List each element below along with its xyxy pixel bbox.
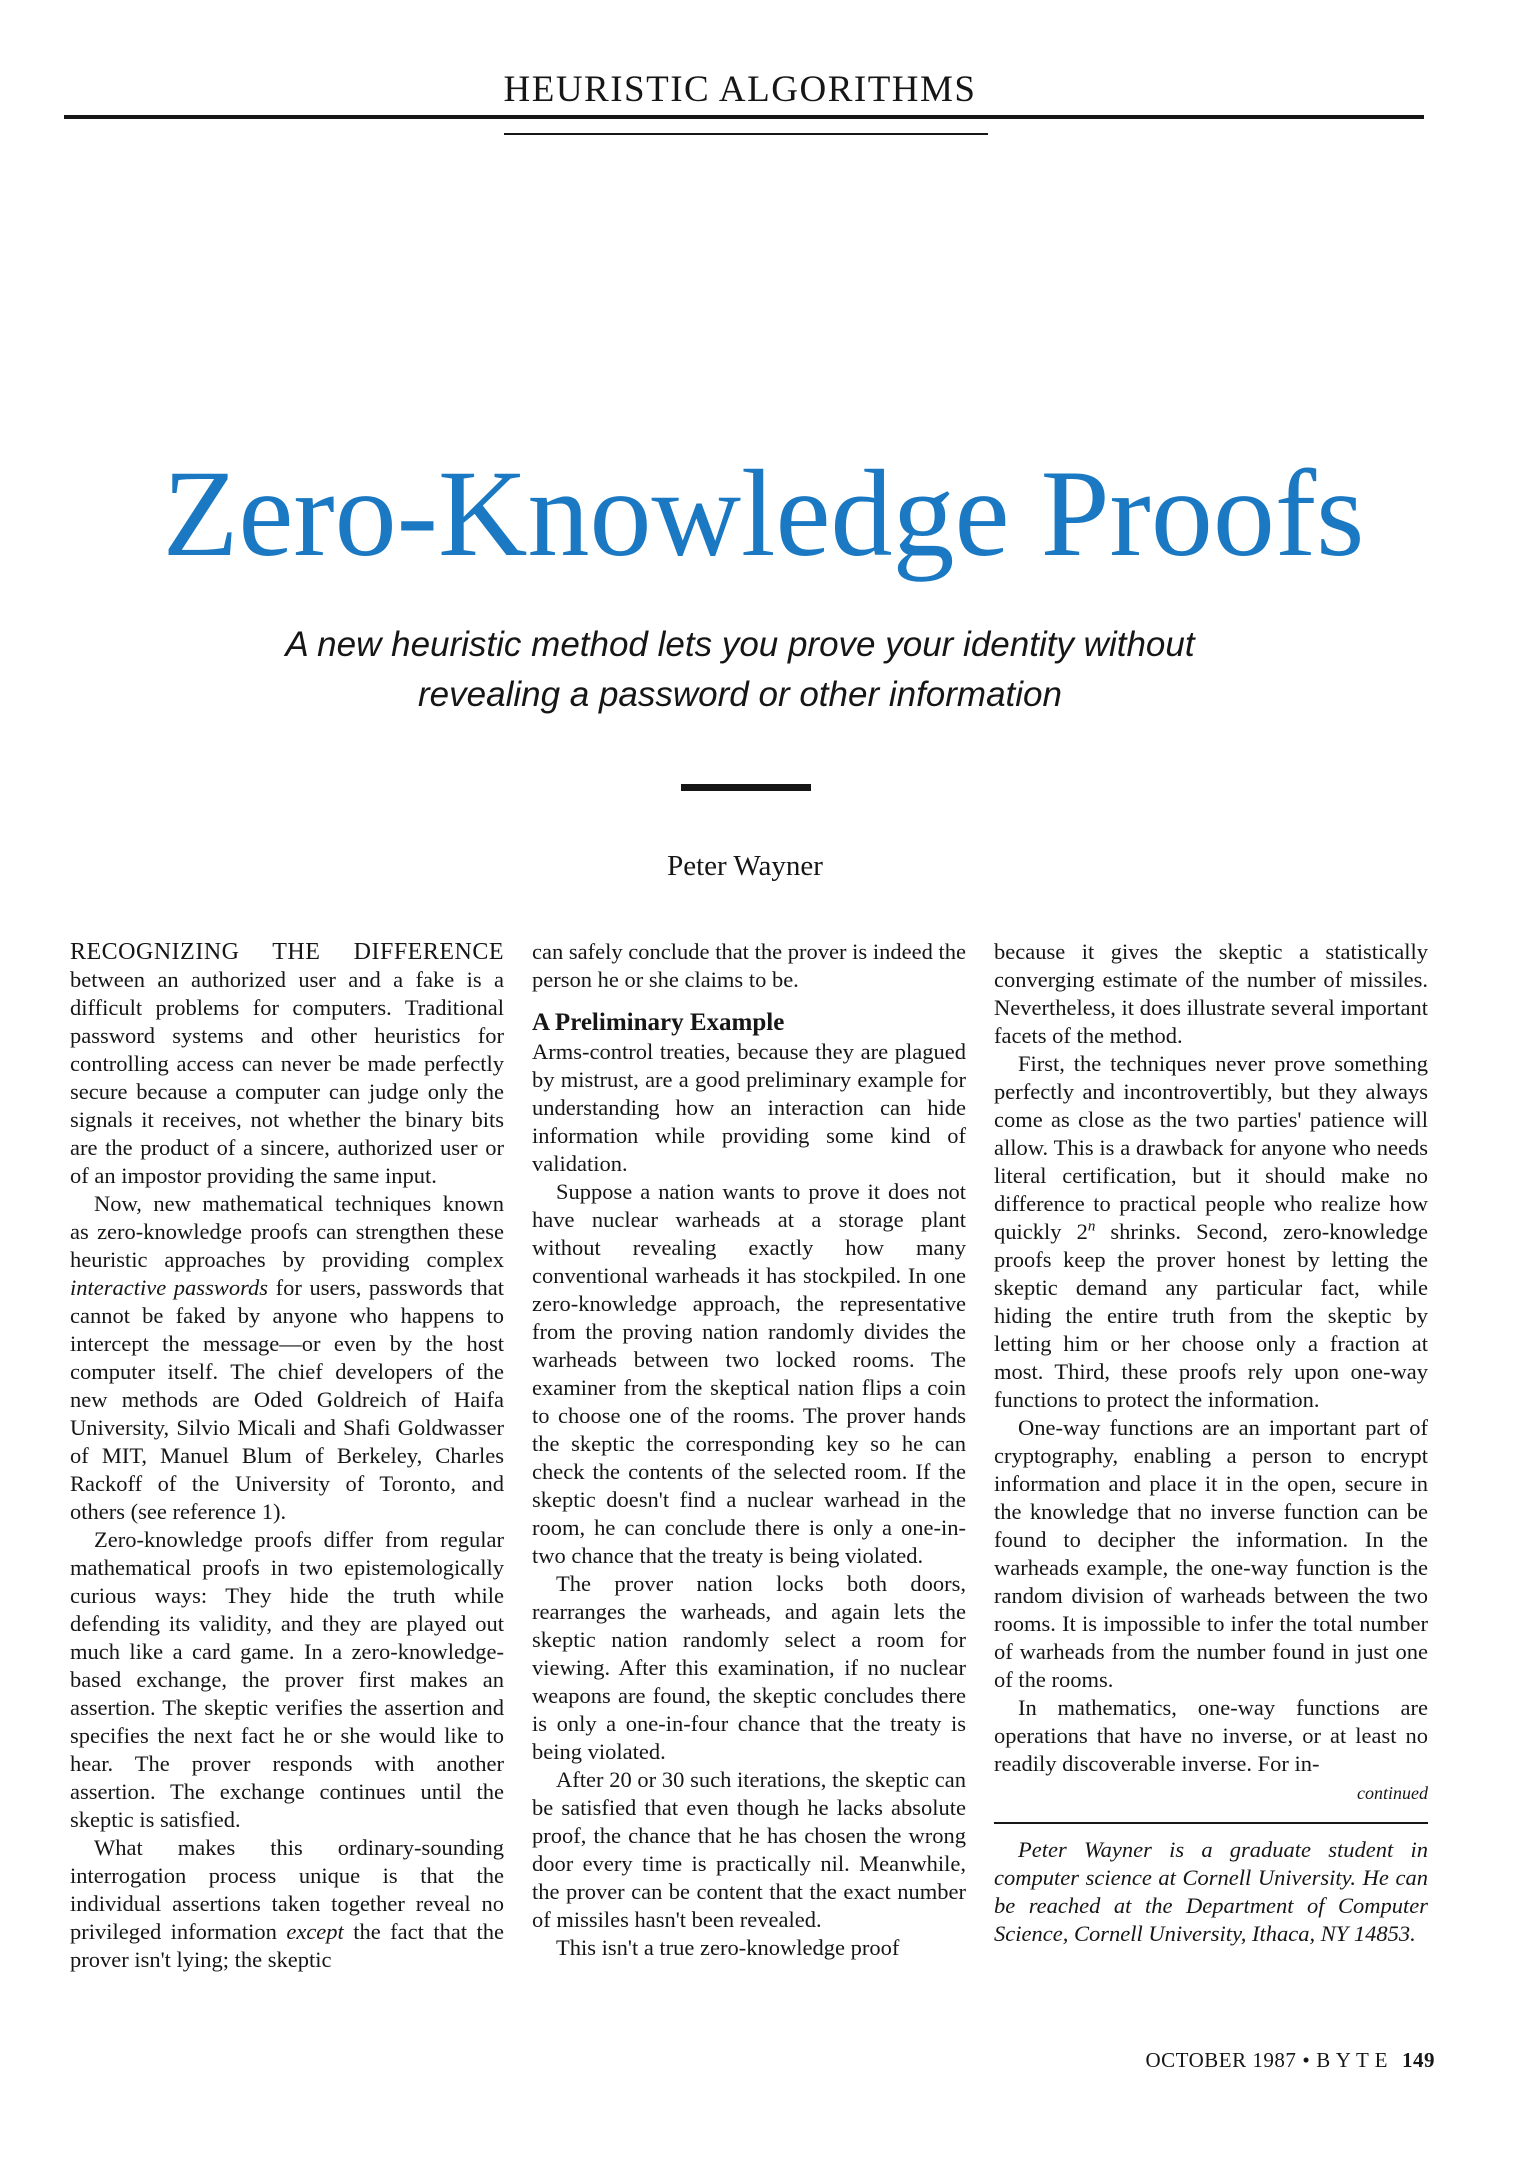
paragraph <box>994 1050 1428 1414</box>
header-subrule <box>504 133 988 135</box>
lead-in-caps: RECOGNIZING THE DIFFERENCE <box>70 939 504 965</box>
section-label: HEURISTIC ALGORITHMS <box>503 69 977 110</box>
column-2 <box>532 938 966 1962</box>
paragraph-text: Now, new mathematical techniques known as zero-knowledge proofs can strengthen these heuristic approaches by providing complex <box>70 1191 504 1272</box>
article-title: Zero-Knowledge Proofs <box>162 445 1365 582</box>
title-divider <box>681 784 811 791</box>
paragraph: The prover nation locks both doors, rearranges the warheads, and again lets the skeptic nation randomly select a room for viewing. After this examination, if no nuclear weapons are found, the skeptic concludes there is only a one-in-four chance that the treaty is being violated. <box>532 1571 966 1764</box>
paragraph-text: shrinks. Second, zero-knowledge proofs keep the prover honest by letting the skeptic demand any particular fact, while hiding the entire truth from the skeptic by letting him or her choose only a fraction at most. Third, these proofs rely upon one-way functions to protect the information. <box>994 1219 1428 1412</box>
paragraph-text: First, the techniques never prove something perfectly and incontrovertibly, but they always come as close as the two parties' patience will allow. This is a drawback for anyone who needs literal certification, but it should make no difference to practical people who realize how quickly 2 <box>994 1051 1428 1244</box>
paragraph <box>70 1834 504 1974</box>
magazine-name: B Y T E <box>1316 2048 1388 2072</box>
paragraph: because it gives the skeptic a statistically converging estimate of the number of missiles. Nevertheless, it does illustrate several important facets of the method. <box>994 939 1428 1048</box>
paragraph-text: between an authorized user and a fake is a difficult problems for computers. Traditional password systems and other heuristics for controlling access can never be made perfectly secure because a computer can judge only the signals it receives, not whether the binary bits are the product of a sincere, authorized user or of an impostor providing the same input. <box>70 967 504 1188</box>
paragraph <box>70 1190 504 1526</box>
paragraph-text: for users, passwords that cannot be faked by anyone who happens to intercept the message—or even by the host computer itself. The chief developers of the new methods are Oded Goldreich of Haifa University, Silvio Micali and Shafi Goldwasser of MIT, Manuel Blum of Berkeley, Charles Rackoff of the University of Toronto, and others (see reference 1). <box>70 1275 505 1524</box>
emphasis-text: except <box>286 1919 344 1944</box>
paragraph: can safely conclude that the prover is indeed the person he or she claims to be. <box>532 939 966 992</box>
subtitle-line-2: revealing a password or other information <box>418 675 1062 714</box>
paragraph: One-way functions are an important part of cryptography, enabling a person to encrypt information and place it in the open, secure in the knowledge that no inverse function can be found to decipher the information. In the warheads example, the one-way function is the random division of warheads between the two rooms. It is impossible to infer the total number of warheads from the number found in just one of the rooms. <box>994 1415 1428 1692</box>
author-byline: Peter Wayner <box>667 850 823 882</box>
footer-separator: • <box>1302 2048 1311 2072</box>
page-footer <box>1145 2048 1435 2073</box>
emphasis-text: interactive passwords <box>70 1275 269 1300</box>
paragraph-text: the fact that the prover isn't lying; the skeptic <box>70 1919 504 1972</box>
paragraph: After 20 or 30 such iterations, the skeptic can be satisfied that even though he lacks absolute proof, the chance that he has chosen the wrong door every time is practically nil. Meanwhile, the prover can be content that the exact number of missiles hasn't been revealed. <box>532 1767 966 1932</box>
article-subtitle <box>150 620 1330 720</box>
paragraph: Arms-control treaties, because they are plagued by mistrust, are a good preliminary example for understanding how an interaction can hide information while providing some kind of validation. <box>532 1039 966 1176</box>
section-heading: A Preliminary Example <box>532 1009 785 1036</box>
column-1 <box>70 938 504 1974</box>
paragraph: In mathematics, one-way functions are operations that have no inverse, or at least no readily discoverable inverse. For in- <box>994 1695 1428 1776</box>
page-number: 149 <box>1402 2048 1435 2072</box>
paragraph <box>70 938 504 1190</box>
bio-rule <box>994 1822 1428 1824</box>
paragraph: Suppose a nation wants to prove it does not have nuclear warheads at a storage plant without revealing exactly how many conventional warheads it has stockpiled. In one zero-knowledge approach, the representative from the proving nation randomly divides the warheads between two locked rooms. The examiner from the skeptical nation flips a coin to choose one of the rooms. The prover hands the skeptic the corresponding key so he can check the contents of the selected room. If the skeptic doesn't find a nuclear warhead in the room, he can conclude there is only a one-in-two chance that the treaty is being violated. <box>532 1179 966 1568</box>
superscript: n <box>1087 1218 1096 1235</box>
issue-date: OCTOBER 1987 <box>1145 2048 1297 2072</box>
author-bio: Peter Wayner is a graduate student in computer science at Cornell University. He can be reached at the Department of Computer Science, Cornell University, Ithaca, NY 14853. <box>994 1837 1428 1946</box>
paragraph-text: What makes this ordinary-sounding interrogation process unique is that the individual assertions taken together reveal no privileged information <box>70 1835 504 1944</box>
paragraph: This isn't a true zero-knowledge proof <box>556 1935 900 1960</box>
column-3 <box>994 938 1428 1948</box>
paragraph: Zero-knowledge proofs differ from regular mathematical proofs in two epistemologically curious ways: They hide the truth while defending its validity, and they are played out much like a card game. In a zero-knowledge-based exchange, the prover first makes an assertion. The skeptic verifies the assertion and specifies the next fact he or she would like to hear. The prover responds with another assertion. The exchange continues until the skeptic is satisfied. <box>70 1527 504 1832</box>
subtitle-line-1: A new heuristic method lets you prove your identity without <box>285 625 1195 664</box>
header-rule <box>64 115 1424 119</box>
continued-marker: continued <box>1357 1783 1428 1803</box>
